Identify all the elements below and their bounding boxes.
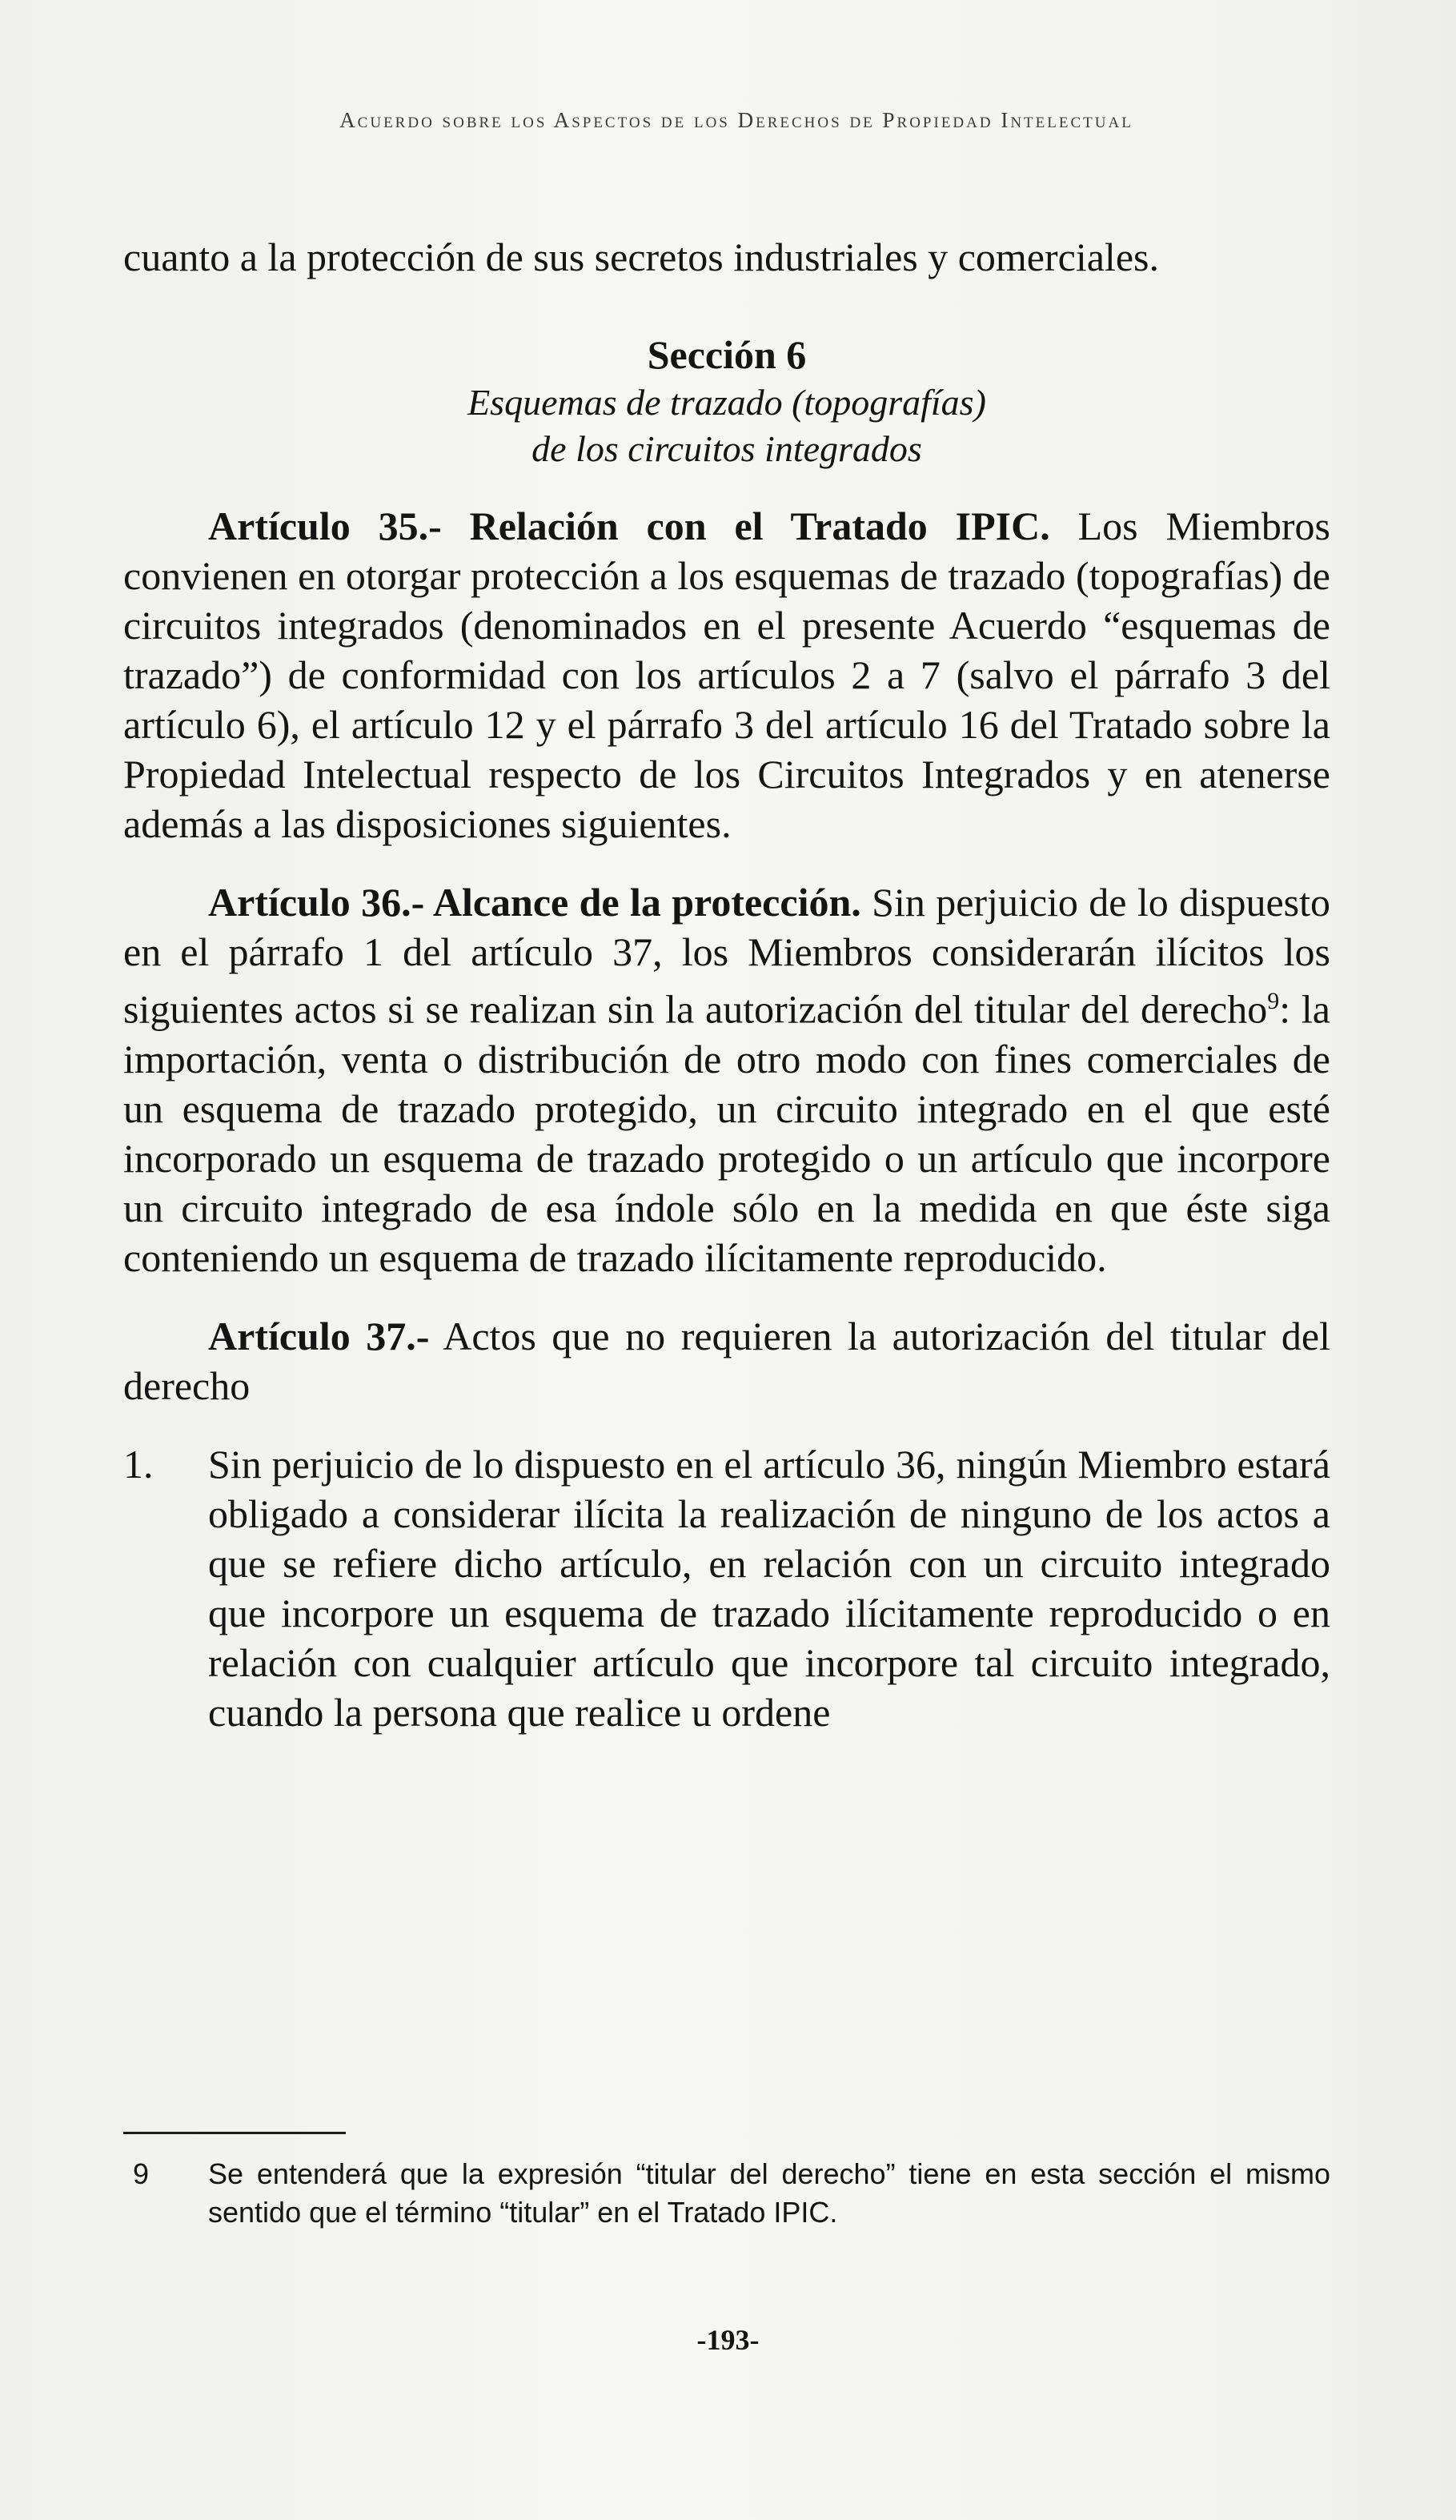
article-36-text-after-note: : la importación, venta o distribución de otro modo con fines comerciales de un esquema de trazado protegido, un circuito integrado en el que esté incorporado un esquema de trazado protegido o un artículo que incorpore un circuito integrado de esa índole sólo en la medida en que éste siga conteniendo un esquema de trazado ilícitamente reproducido. — [123, 986, 1330, 1280]
footnote — [123, 2155, 1330, 2232]
footnote-divider — [123, 2132, 346, 2134]
article-35-paragraph — [123, 501, 1330, 849]
section-heading-block — [123, 330, 1330, 472]
article-36-text-before-note: Sin perjuicio de lo dispuesto en el párrafo 1 del artículo 37, los Miembros considerarán ilícitos los siguientes actos si se realizan sin la autorización del titular del derecho — [123, 880, 1330, 1032]
article-37-paragraph — [123, 1311, 1330, 1410]
article-37-heading-text: Actos que no requieren la autorización del titular del derecho — [123, 1313, 1330, 1408]
list-item — [123, 1439, 1330, 1737]
article-37-heading: Artículo 37.- — [208, 1313, 430, 1358]
article-35-heading: Artículo 35.- Relación con el Tratado IPIC. — [208, 504, 1050, 548]
section-subtitle-line2: de los circuitos integrados — [531, 428, 922, 469]
page-number: -193- — [696, 2324, 760, 2356]
section-subtitle-line1: Esquemas de trazado (topografías) — [467, 382, 986, 423]
article-36-paragraph — [123, 877, 1330, 1282]
list-item-number: 1. — [123, 1441, 154, 1487]
article-35-text: Los Miembros convienen en otorgar protección a los esquemas de trazado (topografías) de circuitos integrados (denominados en el presente Acuerdo “esquemas de trazado”) de conformidad con los artículos 2 a 7 (salvo el párrafo 3 del artículo 6), el artículo 12 y el párrafo 3 del artículo 16 del Tratado sobre la Propiedad Intelectual respecto de los Circuitos Integrados y en atenerse además a las disposiciones siguientes. — [123, 504, 1331, 846]
footnote-number: 9 — [133, 2157, 150, 2190]
article-36-heading: Artículo 36.- Alcance de la protección. — [208, 880, 861, 925]
running-header: Acuerdo sobre los Aspectos de los Derechos de Propiedad Intelectual — [339, 108, 1133, 132]
footnote-reference: 9 — [1267, 988, 1280, 1014]
page-body — [123, 232, 1330, 1737]
footnote-text: Se entenderá que la expresión “titular del derecho” tiene en esta sección el mismo sentido que el término “titular” en el Tratado IPIC. — [208, 2157, 1330, 2229]
continuation-paragraph: cuanto a la protección de sus secretos industriales y comerciales. — [123, 235, 1159, 279]
list-item-text: Sin perjuicio de lo dispuesto en el artículo 36, ningún Miembro estará obligado a considerar ilícita la realización de ninguno de los actos a que se refiere dicho artículo, en relación con un circuito integrado que incorpore un esquema de trazado ilícitamente reproducido o en relación con cualquier artículo que incorpore tal circuito integrado, cuando la persona que realice u ordene — [208, 1441, 1330, 1735]
section-title: Sección 6 — [647, 332, 807, 377]
